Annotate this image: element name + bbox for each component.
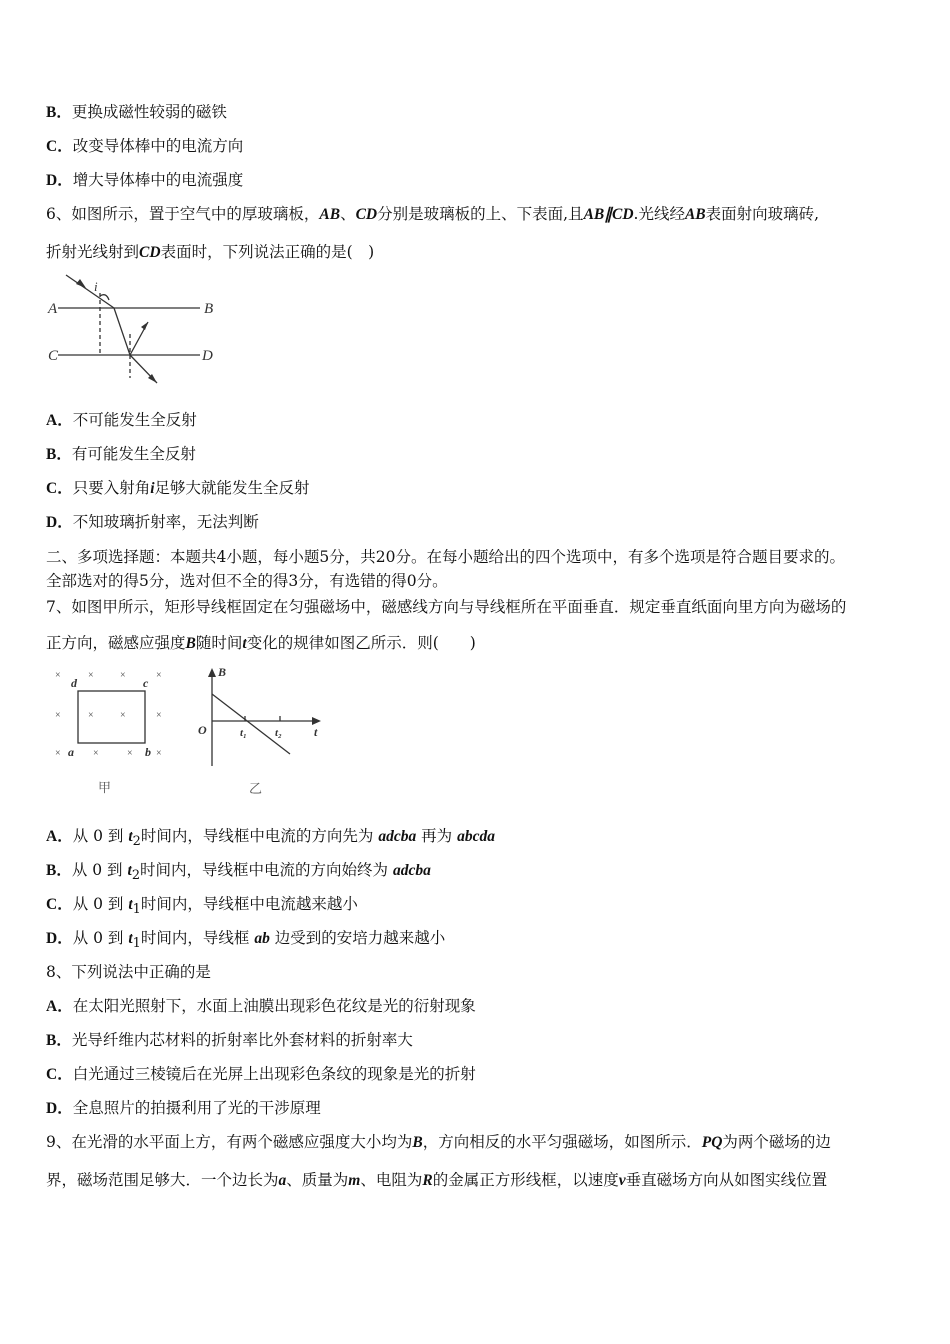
svg-text:×: × bbox=[93, 748, 99, 759]
q6-option-d: D．不知玻璃折射率，无法判断 bbox=[46, 513, 259, 531]
option-letter: B． bbox=[46, 104, 72, 121]
figure-caption-jia: 甲 bbox=[98, 780, 112, 795]
option-letter: C． bbox=[46, 138, 73, 155]
q8-option-c: C．白光通过三棱镜后在光屏上出现彩色条纹的现象是光的折射 bbox=[46, 1065, 476, 1083]
svg-text:×: × bbox=[156, 748, 162, 759]
origin-o: O bbox=[198, 723, 207, 737]
svg-text:×: × bbox=[88, 710, 94, 721]
svg-text:×: × bbox=[120, 710, 126, 721]
q7-figure-yi bbox=[192, 664, 332, 804]
svg-text:×: × bbox=[156, 710, 162, 721]
tick-t1: t₁ bbox=[240, 727, 247, 739]
fig-label-i: i bbox=[94, 279, 98, 294]
q7-option-d: D．从 0 到 $t_1$时间内，导线框 ab 边受到的安培力越来越小 bbox=[46, 929, 446, 952]
tick-t2: t₂ bbox=[275, 727, 282, 739]
option-letter: D． bbox=[46, 172, 73, 189]
corner-d: d bbox=[71, 676, 77, 690]
option-text: 更换成磁性较弱的磁铁 bbox=[71, 103, 227, 121]
fig-label-b: B bbox=[204, 301, 214, 317]
q7-stem-line2: 正方向，磁感应强度B随时间t变化的规律如图乙所示．则( ) bbox=[46, 634, 476, 652]
svg-text:×: × bbox=[120, 670, 126, 681]
corner-b: b bbox=[145, 745, 151, 759]
q9-stem-line1: 9、在光滑的水平面上方，有两个磁感应强度大小均为B，方向相反的水平匀强磁场，如图所示．PQ为两个磁场的边 bbox=[46, 1133, 831, 1151]
svg-text:×: × bbox=[55, 748, 61, 759]
section2-heading-line2: 全部选对的得5分，选对但不全的得3分，有选错的得0分。 bbox=[46, 572, 448, 590]
svg-text:×: × bbox=[55, 710, 61, 721]
q8-stem: 8、下列说法中正确的是 bbox=[46, 963, 211, 981]
q5-option-c bbox=[46, 136, 243, 157]
q8-option-d: D．全息照片的拍摄利用了光的干涉原理 bbox=[46, 1099, 321, 1117]
figure-caption-yi: 乙 bbox=[249, 781, 263, 796]
q8-option-a: A．在太阳光照射下，水面上油膜出现彩色花纹是光的衍射现象 bbox=[46, 997, 476, 1015]
q5-option-d bbox=[46, 170, 243, 191]
q7-option-c: C．从 0 到 $t_1$时间内，导线框中电流越来越小 bbox=[46, 895, 358, 918]
fig-label-a: A bbox=[48, 301, 58, 317]
option-text: 增大导体棒中的电流强度 bbox=[72, 171, 244, 189]
q7-figure-jia bbox=[50, 664, 180, 804]
q6-option-c: C．只要入射角i足够大就能发生全反射 bbox=[46, 479, 310, 497]
q6-refraction-figure bbox=[44, 268, 224, 392]
svg-text:×: × bbox=[156, 670, 162, 681]
q8-option-b: B．光导纤维内芯材料的折射率比外套材料的折射率大 bbox=[46, 1031, 413, 1049]
axis-b: B bbox=[218, 665, 227, 679]
q6-stem-line1: 6、如图所示，置于空气中的厚玻璃板，AB、CD分别是玻璃板的上、下表面,且AB∥CD.光线经AB表面射向玻璃砖, bbox=[46, 205, 820, 223]
q7-option-b: B．从 0 到 $t_2$时间内，导线框中电流的方向始终为 adcba bbox=[46, 861, 431, 884]
q9-stem-line2: 界，磁场范围足够大．一个边长为a、质量为m、电阻为R的金属正方形线框，以速度v垂直磁场方向从如图实线位置 bbox=[46, 1171, 828, 1189]
corner-a: a bbox=[68, 745, 74, 759]
q5-option-b bbox=[46, 102, 227, 123]
q7-option-a: A．从 0 到 $t_2$时间内，导线框中电流的方向先为 adcba 再为 abcda bbox=[46, 827, 495, 850]
q6-option-a: A．不可能发生全反射 bbox=[46, 411, 197, 429]
svg-text:×: × bbox=[88, 670, 94, 681]
q6-stem-line2: 折射光线射到CD表面时，下列说法正确的是( ) bbox=[46, 243, 375, 261]
q6-option-b: B．有可能发生全反射 bbox=[46, 445, 196, 463]
svg-text:×: × bbox=[55, 670, 61, 681]
fig-label-d: D bbox=[202, 348, 213, 364]
axis-t: t bbox=[314, 725, 318, 739]
corner-c: c bbox=[143, 676, 149, 690]
q7-stem-line1: 7、如图甲所示，矩形导线框固定在匀强磁场中，磁感线方向与导线框所在平面垂直．规定垂直纸面向里方向为磁场的 bbox=[46, 598, 847, 616]
fig-label-c: C bbox=[48, 348, 59, 364]
svg-text:×: × bbox=[127, 748, 133, 759]
option-text: 改变导体棒中的电流方向 bbox=[72, 137, 244, 155]
section2-heading-line1: 二、多项选择题：本题共4小题，每小题5分，共20分。在每小题给出的四个选项中，有多个选项是符合题目要求的。 bbox=[46, 548, 845, 566]
